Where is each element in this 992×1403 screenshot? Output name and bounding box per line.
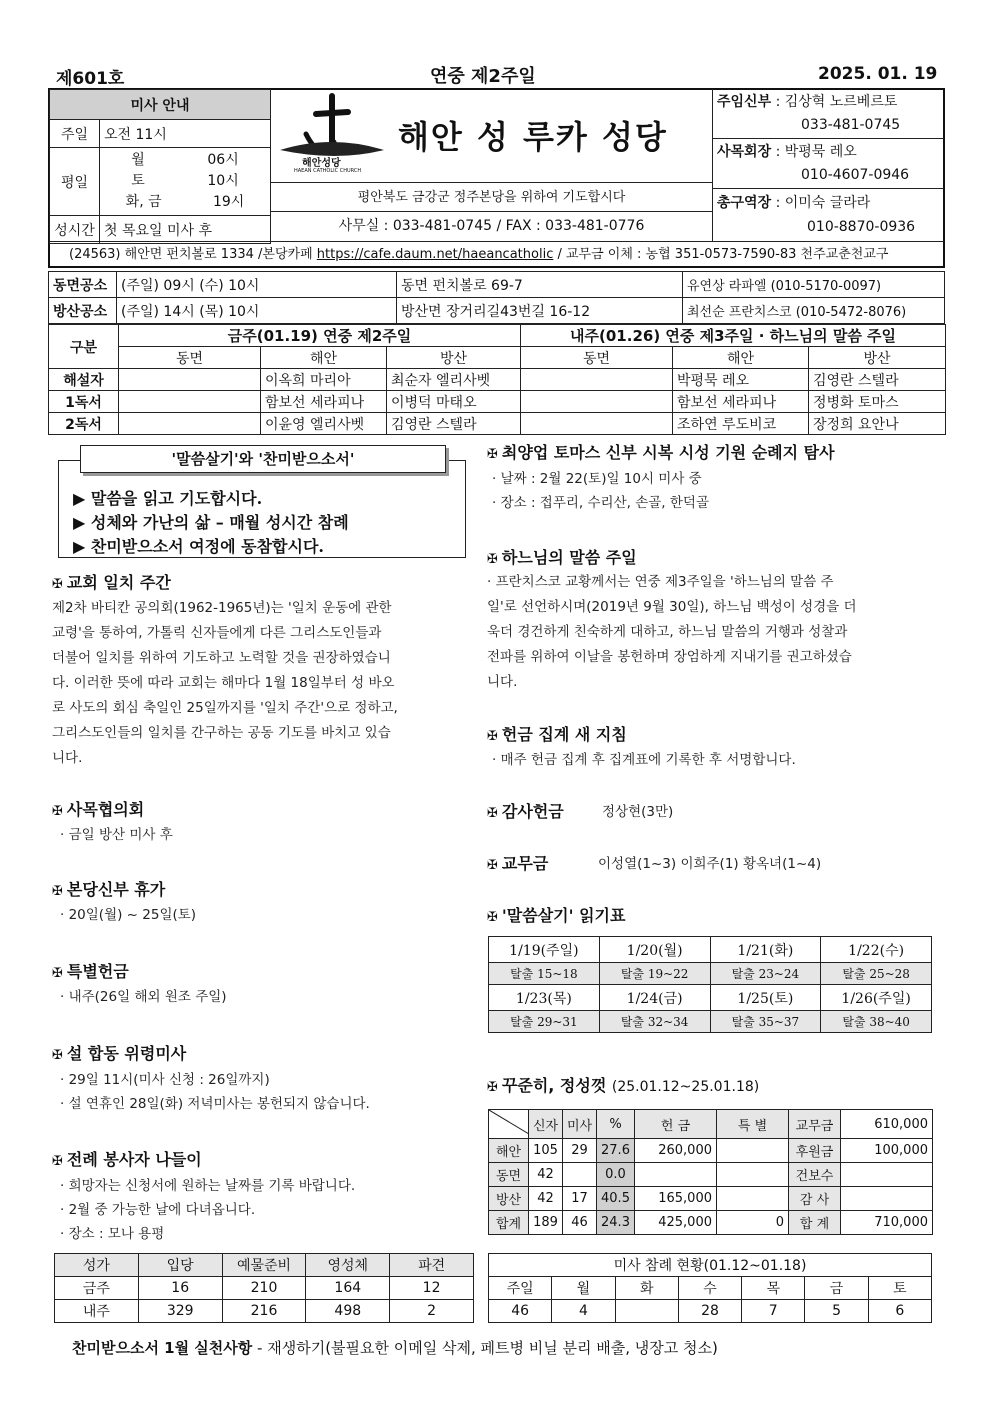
cross-mark-icon: ✠ <box>487 858 498 873</box>
table-row <box>49 413 946 435</box>
finance-header: 신자 <box>529 1110 563 1139</box>
ministry-cell <box>119 413 261 435</box>
finance-cell: 24.3 <box>597 1211 635 1235</box>
hymn-cell: 216 <box>222 1300 306 1323</box>
col-header: 방산 <box>809 347 946 369</box>
ministry-cell <box>119 369 261 391</box>
ministry-cell: 이병덕 마태오 <box>387 391 521 413</box>
address-line <box>49 241 944 267</box>
offering-title: ✠ 헌금 집계 새 지침 <box>487 725 627 744</box>
cross-mark-icon: ✠ <box>487 447 498 462</box>
weekday-time: 06시 <box>207 152 239 168</box>
finance-header: 헌 금 <box>635 1110 717 1139</box>
reading-date: 1/23(목) <box>489 985 600 1011</box>
finance-cell: 425,000 <box>635 1211 717 1235</box>
cross-mark-icon: ✠ <box>52 577 63 592</box>
attendance-day: 주일 <box>489 1277 552 1300</box>
this-week-heading: 금주(01.19) 연중 제2주일 <box>119 325 521 347</box>
ministry-cell: 최순자 엘리사벳 <box>387 369 521 391</box>
cross-mark-icon: ✠ <box>487 729 498 744</box>
weekday-label: 평일 <box>50 148 100 216</box>
attendance-count: 5 <box>805 1300 868 1323</box>
finance-cell <box>717 1139 789 1163</box>
finance-header: 610,000 <box>841 1110 933 1139</box>
reading-range: 탈출 29~31 <box>489 1011 600 1033</box>
hymn-header: 예물준비 <box>222 1254 306 1277</box>
finance-title: ✠ 꾸준히, 정성껏 (25.01.12~25.01.18) <box>487 1076 760 1095</box>
pilgrim-title: ✠ 최양업 토마스 신부 시복 시성 기원 순례지 탐사 <box>487 443 835 462</box>
motto-line: ▶ 찬미받으소서 여정에 동참합시다. <box>73 537 324 556</box>
role-label: 2독서 <box>49 413 119 435</box>
ministry-cell: 함보선 세라피나 <box>673 391 809 413</box>
attendance-table <box>488 1253 932 1323</box>
stations-table <box>48 271 945 324</box>
hymn-cell: 329 <box>138 1300 222 1323</box>
finance-cell <box>563 1163 597 1187</box>
finance-cell: 방산 <box>489 1187 529 1211</box>
pastor-name: : 김상혁 노르베르토 <box>775 94 898 110</box>
attendance-count: 28 <box>678 1300 741 1323</box>
council-body: · 금일 방산 미사 후 <box>60 827 173 843</box>
station-contact: 최선순 프란치스코 (010-5472-8076) <box>683 298 945 324</box>
footer-title: 찬미받으소서 1월 실천사항 <box>72 1339 253 1357</box>
station-time: (주일) 14시 (목) 10시 <box>117 298 397 324</box>
hymn-cell: 164 <box>306 1277 390 1300</box>
general-name: : 이미숙 글라라 <box>775 195 871 211</box>
attendance-count <box>615 1300 678 1323</box>
finance-cell: 100,000 <box>841 1139 933 1163</box>
sunday-time: 오전 11시 <box>100 120 271 148</box>
cross-mark-icon: ✠ <box>487 806 498 821</box>
ministry-table <box>48 324 946 435</box>
cross-mark-icon: ✠ <box>52 966 63 981</box>
memorial-title: ✠ 설 합동 위령미사 <box>52 1044 187 1063</box>
finance-cell <box>717 1187 789 1211</box>
reading-date: 1/25(토) <box>710 985 821 1011</box>
col-header: 동면 <box>521 347 673 369</box>
finance-cell: 동면 <box>489 1163 529 1187</box>
vacation-body: · 20일(월) ~ 25일(토) <box>60 907 197 923</box>
finance-cell: 710,000 <box>841 1211 933 1235</box>
attendance-day: 화 <box>615 1277 678 1300</box>
motto-line: ▶ 말씀을 읽고 기도합시다. <box>73 489 263 508</box>
ministry-cell <box>521 413 673 435</box>
attendance-count: 4 <box>552 1300 615 1323</box>
cross-mark-icon: ✠ <box>52 1048 63 1063</box>
ministry-label: 구분 <box>49 325 119 369</box>
finance-cell: 46 <box>563 1211 597 1235</box>
reading-date: 1/19(주일) <box>489 937 600 963</box>
finance-cell <box>841 1187 933 1211</box>
finance-cell: 감 사 <box>789 1187 841 1211</box>
issue-number: 제601호 <box>56 69 125 89</box>
reading-date: 1/26(주일) <box>821 985 932 1011</box>
finance-cell: 105 <box>529 1139 563 1163</box>
sunday-label: 주일 <box>50 120 100 148</box>
finance-cell: 0.0 <box>597 1163 635 1187</box>
vacation-title: ✠ 본당신부 휴가 <box>52 880 166 899</box>
offering-body: · 매주 헌금 집계 후 집계표에 기록한 후 서명합니다. <box>492 752 796 768</box>
attendance-day: 토 <box>868 1277 931 1300</box>
ministry-cell: 정병화 토마스 <box>809 391 946 413</box>
cross-mark-icon: ✠ <box>52 804 63 819</box>
hymn-cell: 금주 <box>55 1277 139 1300</box>
attendance-count: 7 <box>742 1300 805 1323</box>
attendance-day: 수 <box>678 1277 741 1300</box>
finance-cell: 17 <box>563 1187 597 1211</box>
cross-mark-icon: ✠ <box>487 552 498 567</box>
motto-title: '말씀살기'와 '찬미받으소서' <box>80 445 446 473</box>
pilgrim-body: · 날짜 : 2월 22(토)일 10시 미사 중 · 장소 : 접푸리, 수리산, 손골, 한덕골 <box>492 471 709 511</box>
finance-cell: 27.6 <box>597 1139 635 1163</box>
finance-table <box>488 1109 933 1235</box>
church-logo <box>276 92 388 178</box>
special-body: · 내주(26일 해외 원조 주일) <box>60 989 227 1005</box>
pastor-phone: 033-481-0745 <box>801 117 901 133</box>
hymn-cell: 210 <box>222 1277 306 1300</box>
word-sunday-body: · 프란치스코 교황께서는 연중 제3주일을 '하느님의 말씀 주 일'로 선언하시며(2019년 9월 30일), 하느님 백성이 성경을 더 욱더 경건하게 친숙하게 대하고, 하느님 말씀의 거행과 성찰과 전파를 위하여 이날을 봉헌하며 장엄하게 지내기를 권고하셨습 니다. <box>487 574 857 690</box>
unity-body: 제2차 바티칸 공의회(1962-1965년)는 '일치 운동에 관한 교령'을 통하여, 가톨릭 신자들에게 다른 그리스도인들과 더불어 일치를 위하여 기도하고 노력할 것을 권장하였습니 다. 이러한 뜻에 따라 교회는 해마다 1월 18일부터 성 바오 로 사도의 회심 축일인 25일까지를 '일치 주간'으로 정하고, 그리스도인들의 일치를 간구하는 공동 기도를 바치고 있습 니다. <box>52 600 398 766</box>
page-title: 연중 제2주일 <box>430 66 536 87</box>
ministry-cell: 이옥희 마리아 <box>261 369 387 391</box>
ministry-cell <box>521 391 673 413</box>
reading-range: 탈출 35~37 <box>710 1011 821 1033</box>
col-header: 방산 <box>387 347 521 369</box>
pastor-label: 주임신부 <box>717 94 772 110</box>
finance-cell: 42 <box>529 1187 563 1211</box>
reading-table <box>488 936 932 1033</box>
thanks-value: 정상현(3만) <box>602 804 674 820</box>
ministry-cell: 김영란 스텔라 <box>387 413 521 435</box>
hymn-cell: 12 <box>390 1277 474 1300</box>
finance-corner <box>489 1110 529 1139</box>
mass-info-table <box>49 89 271 244</box>
finance-cell: 29 <box>563 1139 597 1163</box>
hymn-header: 성가 <box>55 1254 139 1277</box>
attendance-count: 46 <box>489 1300 552 1323</box>
finance-cell <box>635 1163 717 1187</box>
reading-range: 탈출 38~40 <box>821 1011 932 1033</box>
finance-header: 교무금 <box>789 1110 841 1139</box>
issue-date: 2025. 01. 19 <box>818 64 938 84</box>
station-address: 동면 펀치볼로 69-7 <box>397 272 683 298</box>
weekday-time: 19시 <box>212 194 245 210</box>
finance-cell: 후원금 <box>789 1139 841 1163</box>
col-header: 해안 <box>673 347 809 369</box>
table-row <box>489 1163 933 1187</box>
dues-title: ✠ 교무금 <box>487 854 549 873</box>
thanks-title: ✠ 감사헌금 <box>487 802 564 821</box>
finance-cell: 건보수 <box>789 1163 841 1187</box>
table-row <box>55 1277 474 1300</box>
weekday-day: 화, 금 <box>125 194 162 210</box>
contacts-panel <box>712 89 944 241</box>
memorial-body: · 29일 11시(미사 신청 : 26일까지) · 설 연휴인 28일(화) 저녁미사는 봉헌되지 않습니다. <box>60 1072 370 1112</box>
finance-cell <box>717 1163 789 1187</box>
attendance-count: 6 <box>868 1300 931 1323</box>
table-row <box>49 391 946 413</box>
reading-date: 1/20(월) <box>599 937 710 963</box>
finance-cell: 189 <box>529 1211 563 1235</box>
cafe-link[interactable]: https://cafe.daum.net/haeancatholic <box>316 247 554 262</box>
attendance-day: 금 <box>805 1277 868 1300</box>
next-week-heading: 내주(01.26) 연중 제3주일 · 하느님의 말씀 주일 <box>521 325 946 347</box>
ministry-cell <box>119 391 261 413</box>
hymn-cell: 내주 <box>55 1300 139 1323</box>
hymn-table <box>54 1253 474 1323</box>
finance-header: 특 별 <box>717 1110 789 1139</box>
outing-title: ✠ 전례 봉사자 나들이 <box>52 1150 202 1169</box>
finance-header: 미사 <box>563 1110 597 1139</box>
logo-text: 해안성당 <box>302 158 341 169</box>
ministry-cell <box>521 369 673 391</box>
reading-range: 탈출 15~18 <box>489 963 600 985</box>
address-suffix: / 교무금 이체 : 농협 351-0573-7590-83 천주교춘천교구 <box>553 247 889 262</box>
reading-range: 탈출 23~24 <box>710 963 821 985</box>
finance-period: (25.01.12~25.01.18) <box>611 1079 760 1095</box>
ministry-cell: 함보선 세라피나 <box>261 391 387 413</box>
station-time: (주일) 09시 (수) 10시 <box>117 272 397 298</box>
prayer-line: 평안북도 금강군 정주본당을 위하여 기도합시다 <box>271 182 712 212</box>
hymn-header: 입당 <box>138 1254 222 1277</box>
finance-cell: 260,000 <box>635 1139 717 1163</box>
council-label: 사목회장 <box>717 144 772 160</box>
council-phone: 010-4607-0946 <box>801 167 910 183</box>
reading-date: 1/22(수) <box>821 937 932 963</box>
reading-date: 1/21(화) <box>710 937 821 963</box>
mass-info-title: 미사 안내 <box>50 90 271 120</box>
cross-mark-icon: ✠ <box>487 1080 498 1095</box>
holyhour-label: 성시간 <box>50 216 100 244</box>
finance-cell: 합 계 <box>789 1211 841 1235</box>
table-row <box>55 1300 474 1323</box>
finance-cell: 42 <box>529 1163 563 1187</box>
finance-cell: 40.5 <box>597 1187 635 1211</box>
finance-cell: 해안 <box>489 1139 529 1163</box>
ministry-cell: 장정희 요안나 <box>809 413 946 435</box>
reading-range: 탈출 25~28 <box>821 963 932 985</box>
hymn-header: 파견 <box>390 1254 474 1277</box>
attendance-day: 목 <box>742 1277 805 1300</box>
general-phone: 010-8870-0936 <box>807 219 916 235</box>
logo-subtext: HAEAN CATHOLIC CHURCH <box>294 168 362 174</box>
ministry-cell: 이윤영 엘리사벳 <box>261 413 387 435</box>
reading-title: ✠ '말씀살기' 읽기표 <box>487 906 626 925</box>
council-name: : 박평묵 레오 <box>775 144 857 160</box>
cross-mark-icon: ✠ <box>487 910 498 925</box>
weekday-time: 10시 <box>207 173 239 189</box>
ministry-cell: 조하연 루도비코 <box>673 413 809 435</box>
reading-range: 탈출 32~34 <box>599 1011 710 1033</box>
footer-text: - 재생하기(불필요한 이메일 삭제, 페트병 비닐 분리 배출, 냉장고 청소) <box>252 1339 718 1357</box>
finance-cell <box>841 1163 933 1187</box>
hymn-header: 영성체 <box>306 1254 390 1277</box>
ministry-cell: 김영란 스텔라 <box>809 369 946 391</box>
reading-range: 탈출 19~22 <box>599 963 710 985</box>
attendance-title: 미사 참례 현황(01.12~01.18) <box>489 1254 932 1277</box>
hymn-cell: 16 <box>138 1277 222 1300</box>
weekday-day: 월 <box>131 152 145 168</box>
station-name: 동면공소 <box>49 272 117 298</box>
station-contact: 유연상 라파엘 (010-5170-0097) <box>683 272 945 298</box>
weekday-day: 토 <box>131 173 145 189</box>
hymn-cell: 2 <box>390 1300 474 1323</box>
role-label: 해설자 <box>49 369 119 391</box>
special-title: ✠ 특별헌금 <box>52 962 129 981</box>
council-title: ✠ 사목협의회 <box>52 800 145 819</box>
finance-cell: 165,000 <box>635 1187 717 1211</box>
finance-cell: 0 <box>717 1211 789 1235</box>
col-header: 동면 <box>119 347 261 369</box>
finance-cell: 합계 <box>489 1211 529 1235</box>
cross-mark-icon: ✠ <box>52 884 63 899</box>
office-line: 사무실 : 033-481-0745 / FAX : 033-481-0776 <box>338 218 645 234</box>
church-name: 해안 성 루카 성당 <box>398 118 668 156</box>
table-row <box>489 1211 933 1235</box>
address-prefix: (24563) 해안면 펀치볼로 1334 /본당카페 <box>69 247 317 262</box>
col-header: 해안 <box>261 347 387 369</box>
table-row <box>489 1139 933 1163</box>
cross-mark-icon: ✠ <box>52 1154 63 1169</box>
role-label: 1독서 <box>49 391 119 413</box>
hymn-cell: 498 <box>306 1300 390 1323</box>
station-address: 방산면 장거리길43번길 16-12 <box>397 298 683 324</box>
dues-value: 이성열(1~3) 이희주(1) 황옥녀(1~4) <box>598 856 822 872</box>
general-label: 총구역장 <box>717 195 772 211</box>
word-sunday-title: ✠ 하느님의 말씀 주일 <box>487 548 637 567</box>
ministry-cell: 박평묵 레오 <box>673 369 809 391</box>
motto-line: ▶ 성체와 가난의 삶 – 매월 성시간 참례 <box>73 513 349 532</box>
finance-header: % <box>597 1110 635 1139</box>
holyhour-value: 첫 목요일 미사 후 <box>100 216 271 244</box>
station-name: 방산공소 <box>49 298 117 324</box>
table-row <box>489 1187 933 1211</box>
table-row <box>49 369 946 391</box>
unity-title: ✠ 교회 일치 주간 <box>52 573 171 592</box>
motto-box <box>58 460 466 558</box>
reading-date: 1/24(금) <box>599 985 710 1011</box>
footer-line <box>72 1337 718 1358</box>
outing-body: · 희망자는 신청서에 원하는 날짜를 기록 바랍니다. · 2월 중 가능한 날에 다녀옵니다. · 장소 : 모나 용평 <box>60 1178 356 1242</box>
attendance-day: 월 <box>552 1277 615 1300</box>
